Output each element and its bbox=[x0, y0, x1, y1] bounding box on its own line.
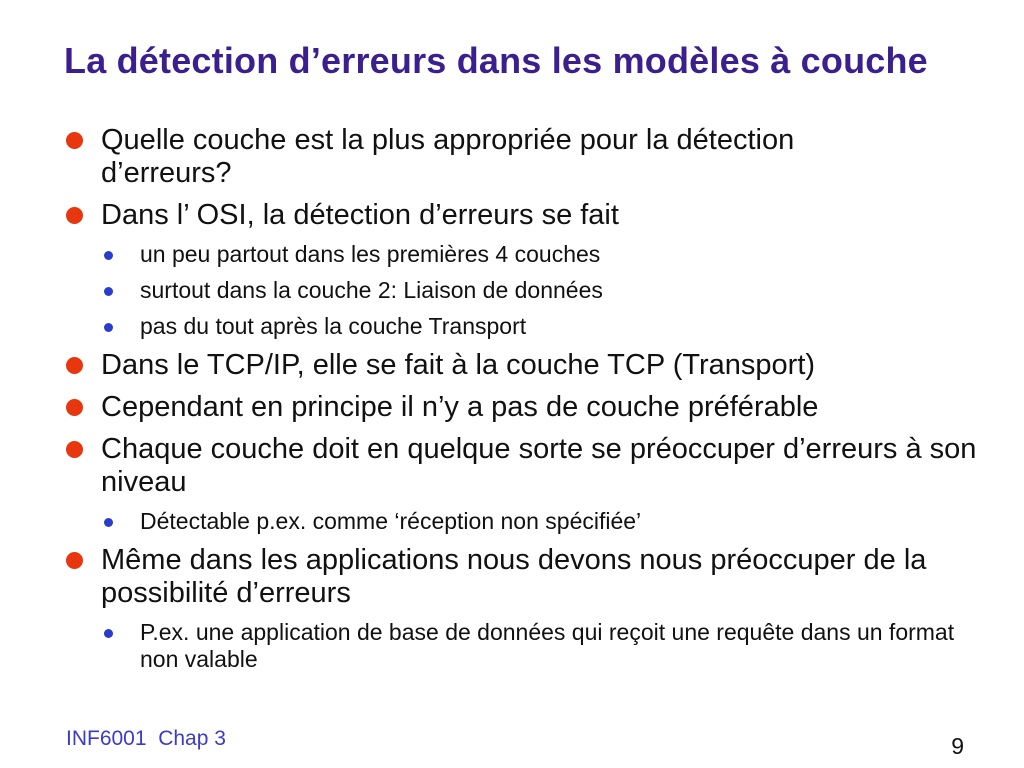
bullet-dot-icon bbox=[66, 132, 83, 149]
sub-bullet-list bbox=[64, 241, 984, 340]
sub-bullet-list bbox=[64, 619, 984, 673]
bullet-dot-icon bbox=[66, 207, 83, 224]
sub-bullet-item bbox=[64, 277, 984, 304]
slide-title: La détection d’erreurs dans les modèles à couche bbox=[64, 40, 928, 81]
sub-bullet-dot-icon bbox=[104, 287, 113, 296]
bullet-text: Même dans les applications nous devons nous préoccuper de la possibilité d’erreurs bbox=[101, 544, 927, 609]
sub-bullet-dot-icon bbox=[104, 323, 113, 332]
bullet-text: Dans l’ OSI, la détection d’erreurs se fait bbox=[101, 199, 619, 231]
bullet-dot-icon bbox=[66, 357, 83, 374]
sub-bullet-item bbox=[64, 313, 984, 340]
bullet-item bbox=[64, 544, 981, 610]
bullet-dot-icon bbox=[66, 441, 83, 458]
bullet-text: Dans le TCP/IP, elle se fait à la couche TCP (Transport) bbox=[101, 349, 816, 381]
sub-bullet-text: pas du tout après la couche Transport bbox=[140, 313, 527, 339]
sub-bullet-text: un peu partout dans les premières 4 couches bbox=[140, 241, 601, 267]
sub-bullet-item bbox=[64, 508, 984, 535]
bullet-list bbox=[64, 124, 984, 682]
sub-bullet-dot-icon bbox=[104, 629, 113, 638]
bullet-item bbox=[64, 349, 984, 382]
sub-bullet-text: surtout dans la couche 2: Liaison de données bbox=[140, 277, 603, 303]
footer-course-label: INF6001 Chap 3 bbox=[66, 727, 226, 750]
sub-bullet-text: Détectable p.ex. comme ‘réception non spécifiée’ bbox=[140, 508, 642, 534]
bullet-item bbox=[64, 124, 861, 190]
sub-bullet-item bbox=[64, 619, 970, 673]
bullet-dot-icon bbox=[66, 552, 83, 569]
bullet-text: Chaque couche doit en quelque sorte se préoccuper d’erreurs à son niveau bbox=[101, 433, 977, 498]
bullet-item bbox=[64, 433, 1001, 499]
sub-bullet-dot-icon bbox=[104, 518, 113, 527]
sub-bullet-dot-icon bbox=[104, 251, 113, 260]
bullet-item bbox=[64, 391, 984, 424]
page-number: 9 bbox=[951, 733, 964, 759]
sub-bullet-list bbox=[64, 508, 984, 535]
sub-bullet-text: P.ex. une application de base de données qui reçoit une requête dans un format non valable bbox=[140, 619, 955, 672]
bullet-text: Cependant en principe il n’y a pas de couche préférable bbox=[101, 391, 819, 423]
bullet-dot-icon bbox=[66, 399, 83, 416]
sub-bullet-item bbox=[64, 241, 984, 268]
bullet-text: Quelle couche est la plus appropriée pour la détection d’erreurs? bbox=[101, 124, 795, 189]
bullet-item bbox=[64, 199, 984, 232]
